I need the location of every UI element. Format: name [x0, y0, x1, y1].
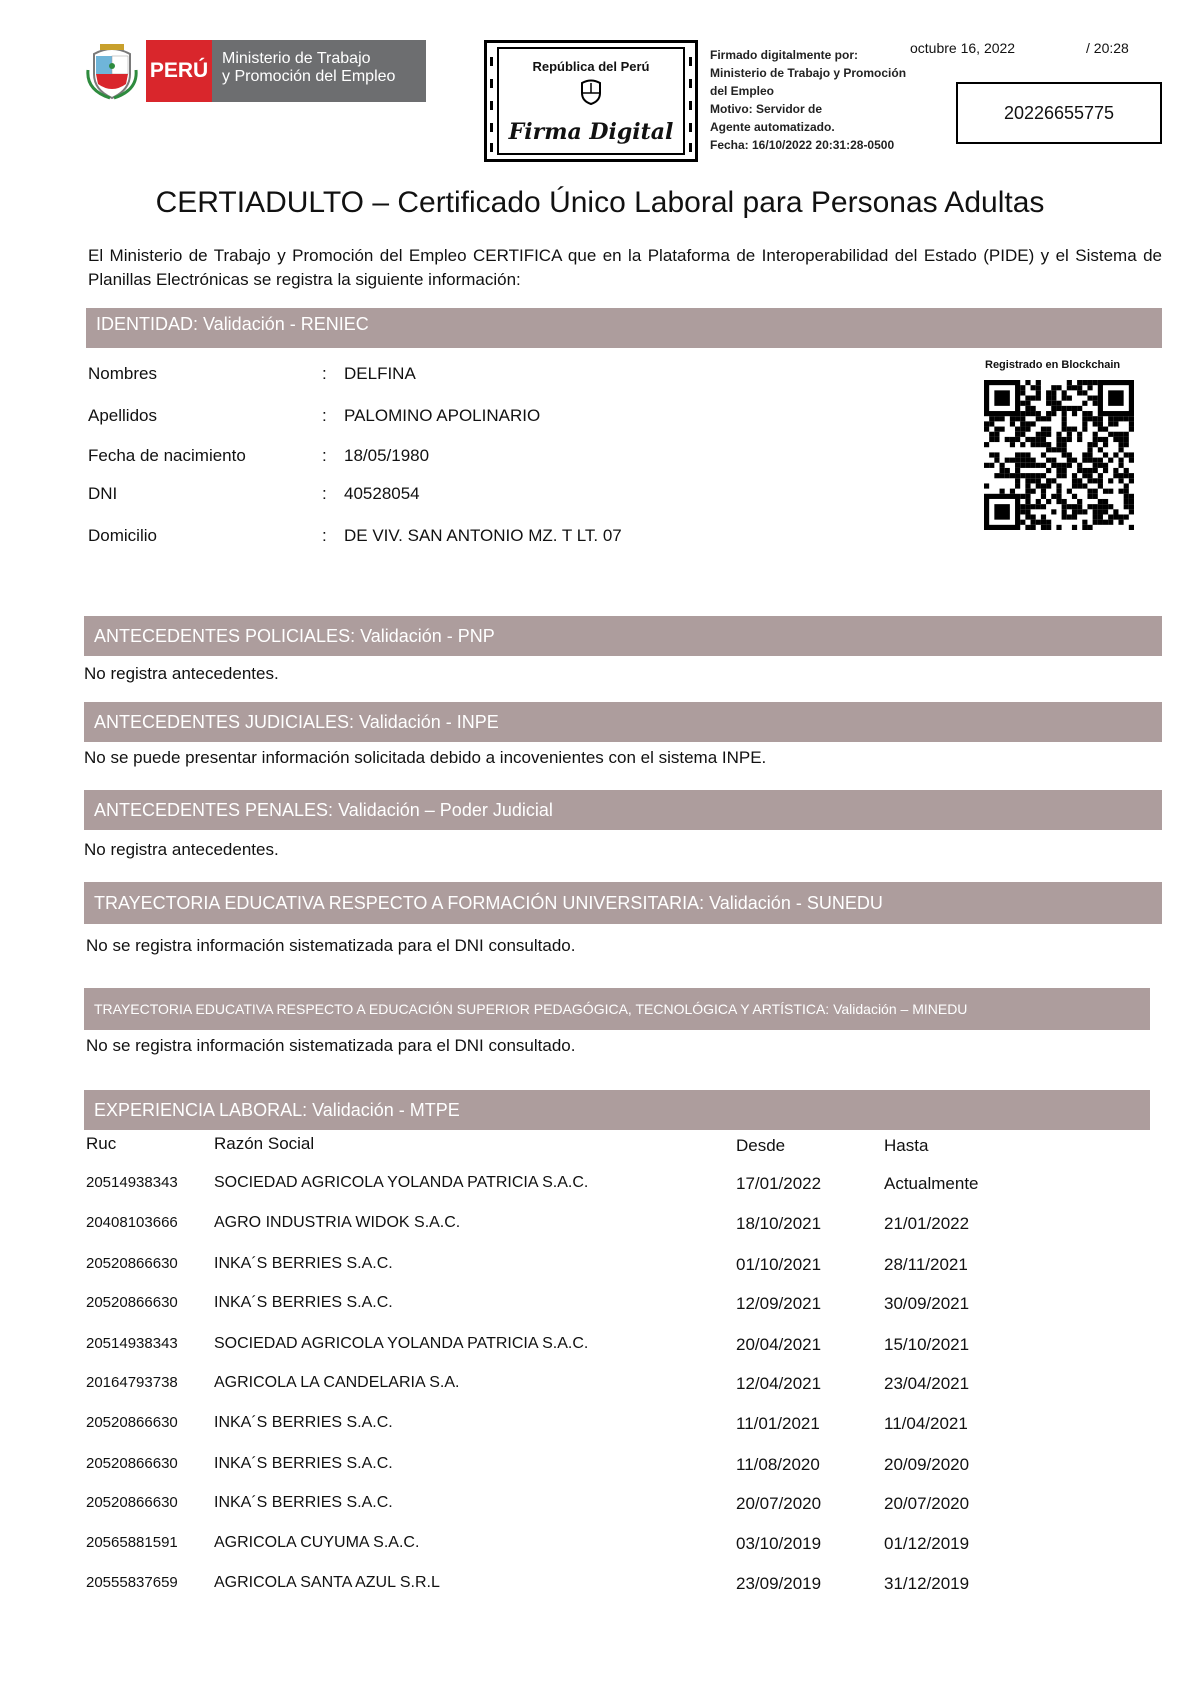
- identity-colon: :: [322, 364, 327, 383]
- col-header-ruc: Ruc: [86, 1134, 117, 1153]
- stamp-title: República del Perú: [532, 59, 650, 74]
- table-row: [0, 1214, 1200, 1244]
- table-row: [0, 1414, 1200, 1444]
- cell-razon-social: SOCIEDAD AGRICOLA YOLANDA PATRICIA S.A.C.: [214, 1335, 589, 1352]
- cell-razon-social: INKA´S BERRIES S.A.C.: [214, 1455, 393, 1472]
- cell-razon-social: AGRICOLA SANTA AZUL S.R.L: [214, 1574, 440, 1591]
- cell-ruc: 20520866630: [86, 1255, 178, 1272]
- cell-desde: 03/10/2019: [736, 1534, 822, 1553]
- cell-hasta: 28/11/2021: [884, 1255, 968, 1274]
- cell-desde: 18/10/2021: [736, 1214, 822, 1233]
- col-header-razon-social: Razón Social: [214, 1134, 315, 1153]
- cell-razon-social: INKA´S BERRIES S.A.C.: [214, 1494, 393, 1511]
- penales-text: No registra antecedentes.: [84, 840, 279, 859]
- policiales-text: No registra antecedentes.: [84, 664, 279, 683]
- identity-colon: :: [322, 446, 327, 465]
- cell-ruc: 20520866630: [86, 1414, 178, 1431]
- cell-razon-social: INKA´S BERRIES S.A.C.: [214, 1294, 393, 1311]
- identity-label: Domicilio: [88, 526, 157, 545]
- cell-ruc: 20555837659: [86, 1574, 178, 1591]
- identity-value: DELFINA: [344, 364, 416, 383]
- coat-of-arms-icon: [86, 40, 138, 100]
- cell-desde: 01/10/2021: [736, 1255, 822, 1274]
- universitaria-text: No se registra información sistematizada para el DNI consultado.: [86, 936, 576, 955]
- cell-ruc: 20565881591: [86, 1534, 178, 1551]
- table-row: [0, 1494, 1200, 1524]
- section-penales: ANTECEDENTES PENALES: Validación – Poder Judicial: [84, 790, 1162, 830]
- cell-ruc: 20520866630: [86, 1294, 178, 1311]
- cell-desde: 20/04/2021: [736, 1335, 822, 1354]
- cell-razon-social: INKA´S BERRIES S.A.C.: [214, 1255, 393, 1272]
- identity-label: Apellidos: [88, 406, 157, 425]
- judiciales-text: No se puede presentar información solicitada debido a incovenientes con el sistema INPE.: [84, 748, 767, 767]
- section-judiciales: ANTECEDENTES JUDICIALES: Validación - INPE: [84, 702, 1162, 742]
- sign-line: Ministerio de Trabajo y Promoción: [710, 66, 907, 80]
- sign-line: Motivo: Servidor de: [710, 102, 823, 116]
- sign-line: Agente automatizado.: [710, 120, 835, 134]
- cell-desde: 11/08/2020: [736, 1455, 820, 1474]
- cell-razon-social: AGRO INDUSTRIA WIDOK S.A.C.: [214, 1214, 461, 1231]
- cell-hasta: 23/04/2021: [884, 1374, 970, 1393]
- qr-label: Registrado en Blockchain: [985, 359, 1121, 371]
- identity-value: DE VIV. SAN ANTONIO MZ. T LT. 07: [344, 526, 622, 545]
- cell-desde: 20/07/2020: [736, 1494, 822, 1513]
- page-title: CERTIADULTO – Certificado Único Laboral para Personas Adultas: [155, 186, 1045, 219]
- cell-hasta: 20/07/2020: [884, 1494, 970, 1513]
- cell-ruc: 20408103666: [86, 1214, 178, 1231]
- document-number: 20226655775: [956, 82, 1162, 144]
- section-policiales: ANTECEDENTES POLICIALES: Validación - PNP: [84, 616, 1162, 656]
- cell-hasta: 30/09/2021: [884, 1294, 970, 1313]
- cell-desde: 12/04/2021: [736, 1374, 822, 1393]
- cell-razon-social: AGRICOLA CUYUMA S.A.C.: [214, 1534, 420, 1551]
- col-header-hasta: Hasta: [884, 1136, 929, 1155]
- identity-colon: :: [322, 406, 327, 425]
- ministerio-line-1: Ministerio de Trabajo: [222, 50, 371, 67]
- sign-line: del Empleo: [710, 84, 775, 98]
- cell-hasta: Actualmente: [884, 1174, 979, 1193]
- identity-colon: :: [322, 526, 327, 545]
- identity-value: PALOMINO APOLINARIO: [344, 406, 541, 425]
- peru-label: PERÚ: [146, 40, 212, 102]
- section-laboral: EXPERIENCIA LABORAL: Validación - MTPE: [84, 1090, 1150, 1130]
- table-row: [0, 1374, 1200, 1404]
- table-row: [0, 1255, 1200, 1285]
- section-pedagogica: TRAYECTORIA EDUCATIVA RESPECTO A EDUCACIÓN SUPERIOR PEDAGÓGICA, TECNOLÓGICA Y ARTÍSTICA: Validación – MINEDU: [84, 988, 1150, 1030]
- identity-label: DNI: [88, 484, 118, 503]
- cell-desde: 11/01/2021: [736, 1414, 820, 1433]
- issue-time: / 20:28: [1086, 40, 1129, 56]
- identity-label: Fecha de nacimiento: [88, 446, 246, 465]
- cell-razon-social: INKA´S BERRIES S.A.C.: [214, 1414, 393, 1431]
- identity-label: Nombres: [88, 364, 157, 383]
- cell-desde: 23/09/2019: [736, 1574, 822, 1593]
- cell-hasta: 15/10/2021: [884, 1335, 970, 1354]
- identity-colon: :: [322, 484, 327, 503]
- cell-hasta: 31/12/2019: [884, 1574, 970, 1593]
- issue-date: octubre 16, 2022: [910, 40, 1016, 56]
- digital-signature-stamp: [484, 40, 698, 162]
- cell-razon-social: AGRICOLA LA CANDELARIA S.A.: [214, 1374, 460, 1391]
- cell-razon-social: SOCIEDAD AGRICOLA YOLANDA PATRICIA S.A.C.: [214, 1174, 589, 1191]
- cell-hasta: 20/09/2020: [884, 1455, 970, 1474]
- sign-line: Fecha: 16/10/2022 20:31:28-0500: [710, 138, 895, 152]
- table-row: [0, 1174, 1200, 1204]
- section-universitaria: TRAYECTORIA EDUCATIVA RESPECTO A FORMACIÓN UNIVERSITARIA: Validación - SUNEDU: [84, 882, 1162, 924]
- table-row: [0, 1294, 1200, 1324]
- table-row: [0, 1455, 1200, 1485]
- cell-ruc: 20520866630: [86, 1494, 178, 1511]
- pedagogica-text: No se registra información sistematizada para el DNI consultado.: [86, 1036, 576, 1055]
- cell-hasta: 21/01/2022: [884, 1214, 970, 1233]
- qr-code-icon: [984, 380, 1134, 530]
- cell-desde: 12/09/2021: [736, 1294, 822, 1313]
- col-header-desde: Desde: [736, 1136, 786, 1155]
- cell-ruc: 20514938343: [86, 1174, 178, 1191]
- table-row: [0, 1534, 1200, 1564]
- section-identity: IDENTIDAD: Validación - RENIEC: [86, 308, 1162, 348]
- table-row: [0, 1574, 1200, 1604]
- ministerio-label: [212, 40, 426, 102]
- crest-icon: [578, 77, 604, 105]
- sign-line: Firmado digitalmente por:: [710, 48, 859, 62]
- intro-paragraph: El Ministerio de Trabajo y Promoción del Empleo CERTIFICA que en la Plataforma de Interoperabilidad del Estado (PIDE) y el Sistema de Planillas Electrónicas se registra la siguiente información:: [88, 246, 1162, 289]
- cell-ruc: 20520866630: [86, 1455, 178, 1472]
- cell-ruc: 20164793738: [86, 1374, 178, 1391]
- identity-value: 40528054: [344, 484, 420, 503]
- identity-value: 18/05/1980: [344, 446, 430, 465]
- cell-hasta: 11/04/2021: [884, 1414, 968, 1433]
- ministerio-line-2: y Promoción del Empleo: [222, 68, 396, 85]
- ministry-logo: [86, 38, 426, 102]
- cell-desde: 17/01/2022: [736, 1174, 822, 1193]
- cell-ruc: 20514938343: [86, 1335, 178, 1352]
- signature-info: [710, 46, 950, 154]
- stamp-signature: Firma Digital: [508, 119, 674, 145]
- cell-hasta: 01/12/2019: [884, 1534, 970, 1553]
- table-row: [0, 1335, 1200, 1365]
